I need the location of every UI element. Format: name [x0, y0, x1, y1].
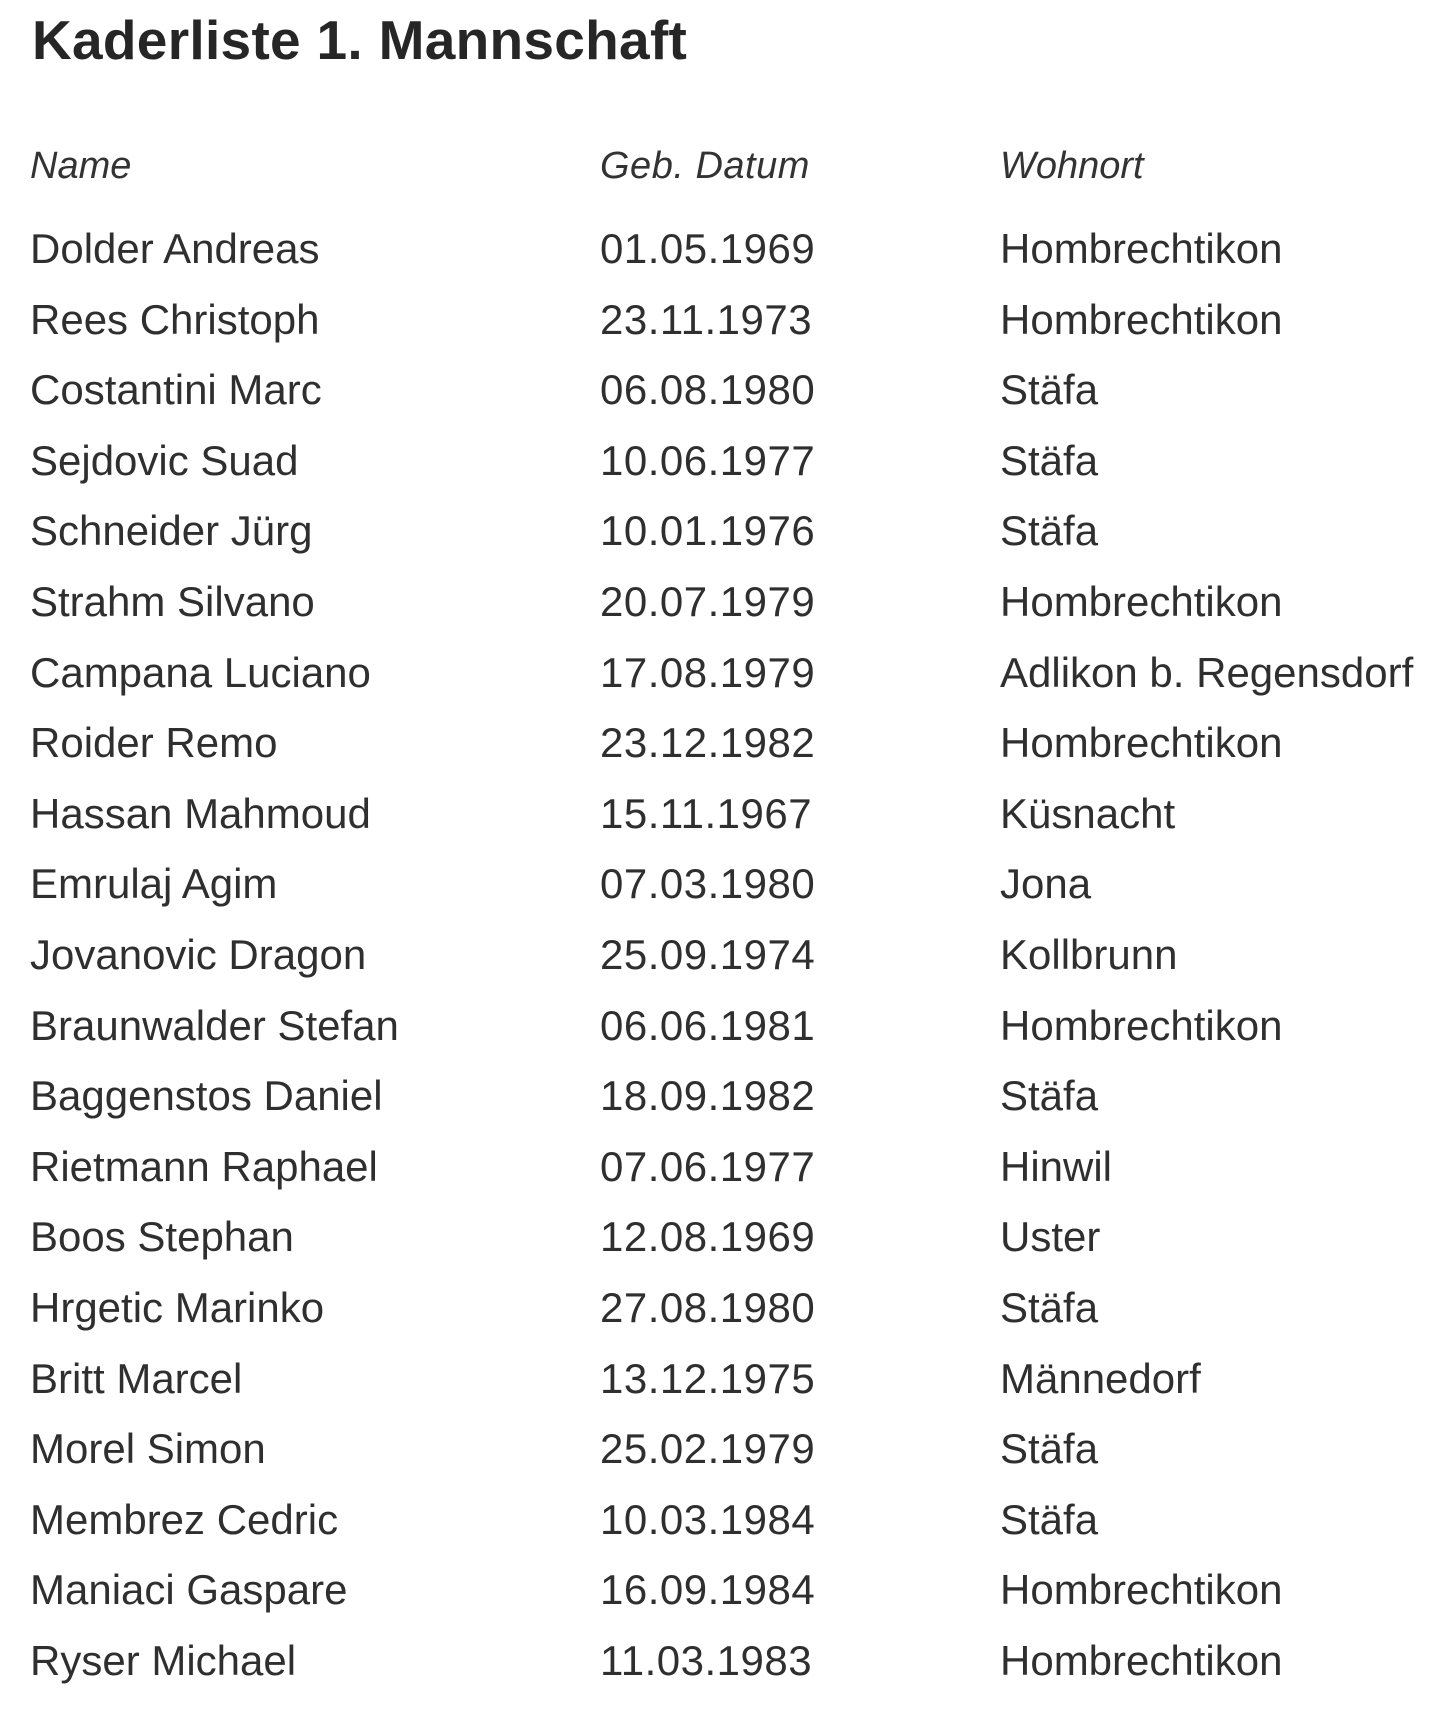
player-name: Strahm Silvano [30, 577, 315, 625]
table-row [30, 1003, 1430, 1074]
player-residence: Stäfa [1000, 1283, 1099, 1331]
player-residence: Adlikon b. Regensdorf [1000, 648, 1414, 696]
player-name: Schneider Jürg [30, 507, 313, 555]
table-row [30, 861, 1430, 932]
table-row [30, 1356, 1430, 1427]
table-row [30, 1426, 1430, 1497]
player-birthdate: 06.06.1981 [600, 1001, 816, 1049]
table-row [30, 1567, 1430, 1638]
table-row [30, 720, 1430, 791]
player-residence: Kollbrunn [1000, 930, 1178, 978]
roster-table [30, 146, 1430, 1708]
player-birthdate: 20.07.1979 [600, 577, 816, 625]
table-row [30, 650, 1430, 721]
player-birthdate: 23.11.1973 [600, 295, 813, 343]
player-residence: Stäfa [1000, 1495, 1099, 1543]
table-row [30, 579, 1430, 650]
player-name: Morel Simon [30, 1425, 266, 1473]
column-header-place: Wohnort [1000, 145, 1144, 187]
player-name: Maniaci Gaspare [30, 1566, 348, 1614]
table-row [30, 226, 1430, 297]
table-row [30, 1214, 1430, 1285]
player-residence: Männedorf [1000, 1354, 1201, 1402]
table-row [30, 1638, 1430, 1709]
player-residence: Stäfa [1000, 507, 1099, 555]
player-name: Britt Marcel [30, 1354, 243, 1402]
player-birthdate: 25.02.1979 [600, 1425, 816, 1473]
player-residence: Hombrechtikon [1000, 577, 1283, 625]
player-name: Campana Luciano [30, 648, 371, 696]
player-name: Boos Stephan [30, 1213, 294, 1261]
table-row [30, 1144, 1430, 1215]
player-name: Sejdovic Suad [30, 436, 299, 484]
table-row [30, 297, 1430, 368]
player-name: Jovanovic Dragon [30, 930, 367, 978]
table-row [30, 367, 1430, 438]
table-header [30, 146, 1430, 226]
player-birthdate: 10.03.1984 [600, 1495, 816, 1543]
player-residence: Hombrechtikon [1000, 1636, 1283, 1684]
player-residence: Stäfa [1000, 436, 1099, 484]
player-residence: Hombrechtikon [1000, 1001, 1283, 1049]
player-name: Hrgetic Marinko [30, 1283, 325, 1331]
player-name: Dolder Andreas [30, 225, 320, 272]
player-birthdate: 23.12.1982 [600, 719, 816, 767]
player-residence: Hombrechtikon [1000, 719, 1283, 767]
player-residence: Hinwil [1000, 1142, 1113, 1190]
player-name: Costantini Marc [30, 366, 322, 414]
player-birthdate: 25.09.1974 [600, 930, 816, 978]
table-row [30, 1497, 1430, 1568]
table-row [30, 1073, 1430, 1144]
player-birthdate: 16.09.1984 [600, 1566, 816, 1614]
player-name: Braunwalder Stefan [30, 1001, 399, 1049]
player-residence: Stäfa [1000, 1425, 1099, 1473]
player-birthdate: 10.01.1976 [600, 507, 816, 555]
player-birthdate: 01.05.1969 [600, 225, 816, 272]
table-row [30, 1285, 1430, 1356]
player-birthdate: 18.09.1982 [600, 1072, 816, 1120]
player-name: Rietmann Raphael [30, 1142, 378, 1190]
player-residence: Jona [1000, 860, 1092, 908]
player-birthdate: 10.06.1977 [600, 436, 816, 484]
player-residence: Küsnacht [1000, 789, 1176, 837]
player-name: Hassan Mahmoud [30, 789, 371, 837]
player-birthdate: 12.08.1969 [600, 1213, 816, 1261]
player-name: Emrulaj Agim [30, 860, 278, 908]
player-residence: Stäfa [1000, 366, 1099, 414]
player-birthdate: 15.11.1967 [600, 789, 813, 837]
player-birthdate: 07.03.1980 [600, 860, 816, 908]
table-row [30, 791, 1430, 862]
player-residence: Hombrechtikon [1000, 295, 1283, 343]
column-header-name: Name [30, 145, 132, 187]
table-body [30, 226, 1430, 1708]
player-residence: Uster [1000, 1213, 1101, 1261]
player-residence: Stäfa [1000, 1072, 1099, 1120]
table-row [30, 508, 1430, 579]
table-row [30, 438, 1430, 509]
player-name: Ryser Michael [30, 1636, 297, 1684]
player-birthdate: 06.08.1980 [600, 366, 816, 414]
player-name: Rees Christoph [30, 295, 320, 343]
player-name: Baggenstos Daniel [30, 1072, 383, 1120]
player-birthdate: 07.06.1977 [600, 1142, 816, 1190]
player-residence: Hombrechtikon [1000, 225, 1283, 272]
player-birthdate: 17.08.1979 [600, 648, 816, 696]
column-header-date: Geb. Datum [600, 145, 810, 187]
player-birthdate: 11.03.1983 [600, 1636, 813, 1684]
player-name: Membrez Cedric [30, 1495, 339, 1543]
player-residence: Hombrechtikon [1000, 1566, 1283, 1614]
player-birthdate: 27.08.1980 [600, 1283, 816, 1331]
player-birthdate: 13.12.1975 [600, 1354, 816, 1402]
player-name: Roider Remo [30, 719, 278, 767]
page-title: Kaderliste 1. Mannschaft [32, 9, 688, 71]
table-row [30, 932, 1430, 1003]
